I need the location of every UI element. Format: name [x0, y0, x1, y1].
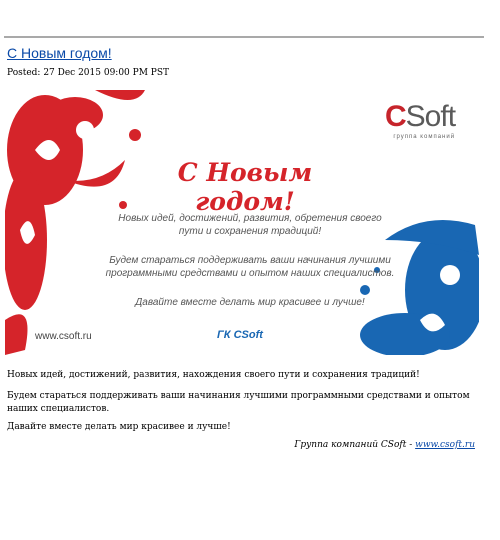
card-message-2: Будем стараться поддерживать ваши начинания лучшими программными средствами и опытом наших специалистов. — [105, 255, 395, 279]
card-message-1: Новых идей, достижений, развития, обретения своего пути и сохранения традиций! — [118, 213, 382, 237]
signature-text: Группа компаний CSoft - — [294, 440, 416, 450]
post-title-link[interactable]: С Новым годом! — [7, 45, 112, 61]
greeting-card-image — [5, 90, 479, 355]
body-paragraph-3: Давайте вместе делать мир красивее и лучше! — [7, 422, 231, 432]
top-divider — [4, 36, 484, 38]
signature-link[interactable]: www.csoft.ru — [415, 440, 475, 450]
body-paragraph-2: Будем стараться поддерживать ваши начинания лучшими программными средствами и опытом наших специалистов. — [7, 391, 470, 414]
csoft-logo: CSoft группа компаний — [385, 100, 456, 140]
signature — [294, 440, 475, 450]
card-greeting: С Новым годом! — [177, 158, 313, 216]
card-site: www.csoft.ru — [35, 331, 92, 342]
card-message-3: Давайте вместе делать мир красивее и лучше! — [135, 297, 365, 308]
card-company: ГК CSoft — [217, 329, 263, 341]
post-date: Posted: 27 Dec 2015 09:00 PM PST — [7, 68, 169, 78]
body-paragraph-1: Новых идей, достижений, развития, нахождения своего пути и сохранения традиций! — [7, 370, 420, 380]
logo-subtitle: группа компаний — [393, 134, 456, 140]
